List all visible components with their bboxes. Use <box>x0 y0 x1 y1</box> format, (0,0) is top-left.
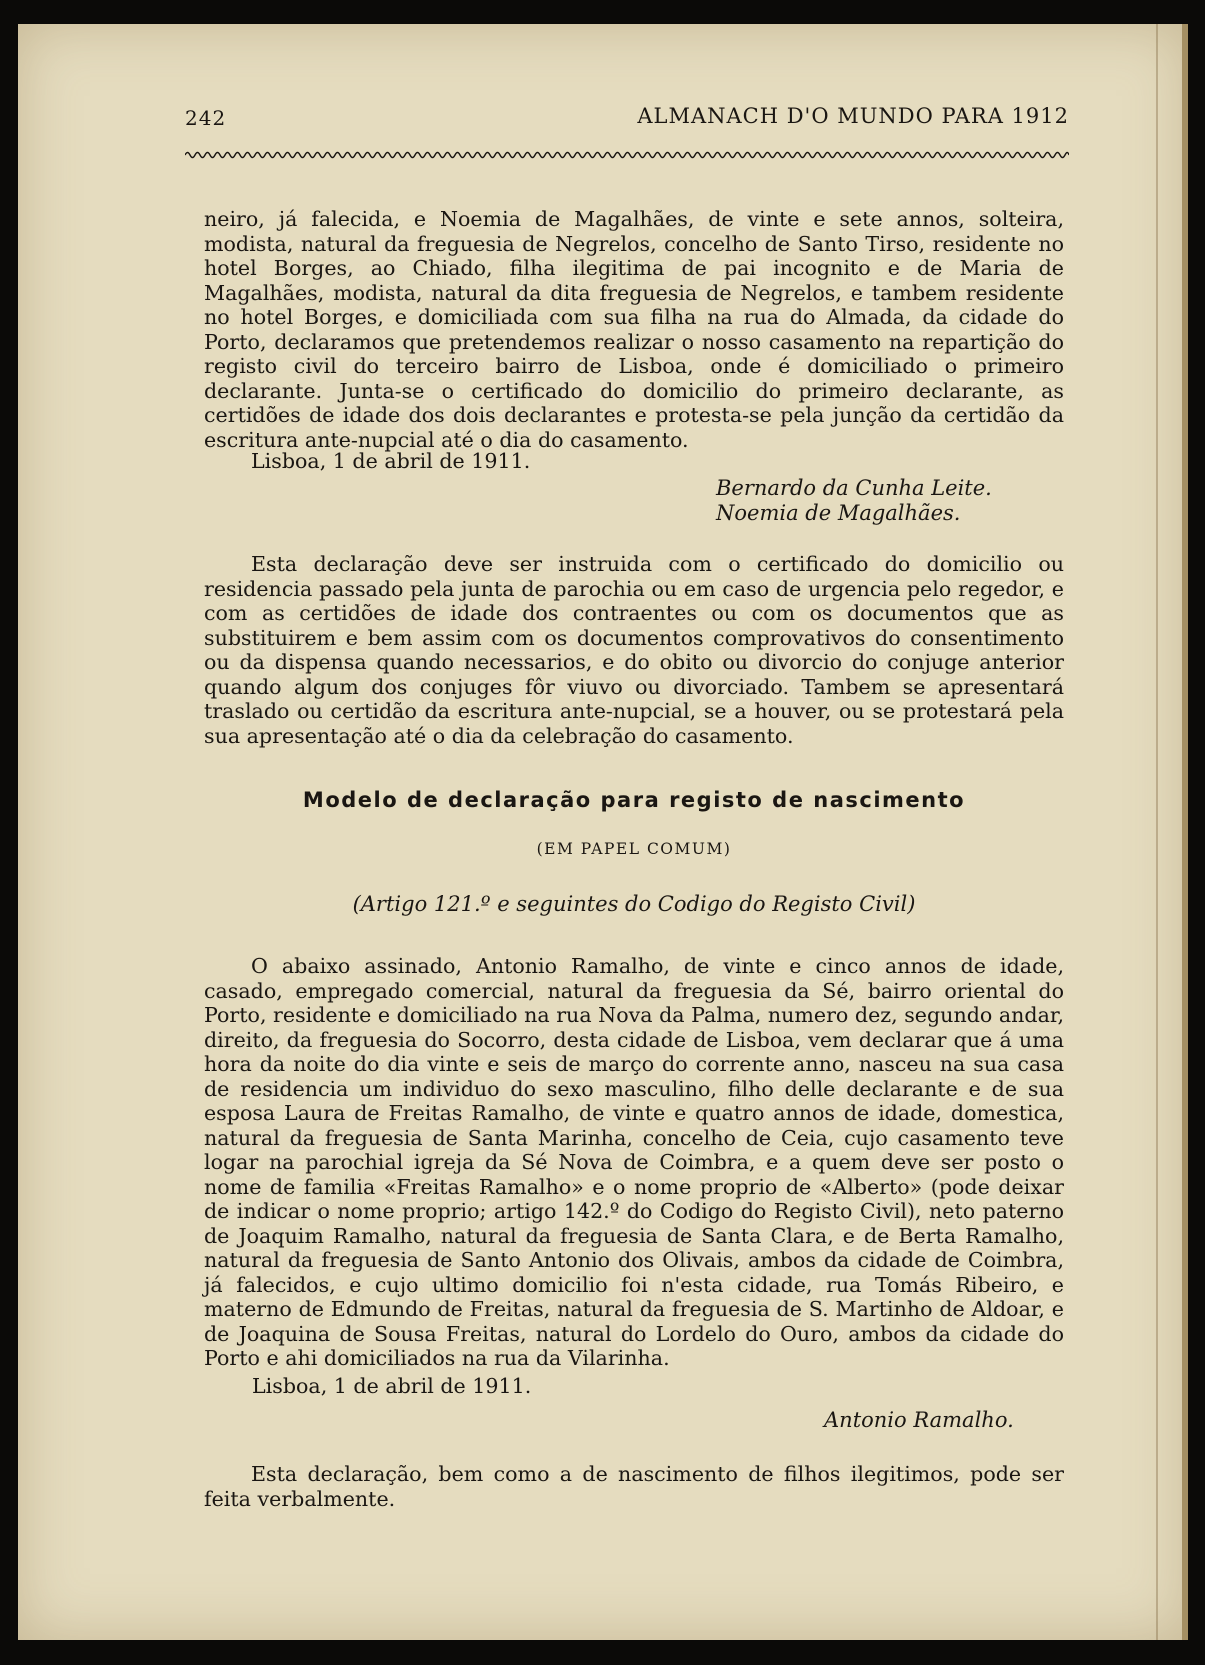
legal-citation: (Artigo 121.º e seguintes do Codigo do Registo Civil) <box>352 892 916 916</box>
decorative-wavy-rule <box>185 150 1069 160</box>
section-heading: Modelo de declaração para registo de nascimento <box>302 788 966 812</box>
paragraph-text: Esta declaração deve ser instruida com o certificado do domicilio ou residencia passado pela junta de parochia ou em caso de urgencia pelo regedor, e com as certidões de idade dos contraentes ou com os documentos que as substituirem e bem assim com os documentos comprovativos do consentimento ou da dispensa quando necessarios, e do obito ou divorcio do conjuge anterior quando algum dos conjuges fôr viuvo ou divorciado. Tambem se apresentará traslado ou certidão da escritura ante-nupcial, se a houver, ou se protestará pela sua apresentação até o dia da celebração do casamento. <box>204 552 1064 748</box>
paragraph-text: Esta declaração, bem como a de nascimento de filhos ilegitimos, pode ser feita verbalmente. <box>204 1462 1064 1511</box>
page-edge <box>1182 24 1188 1640</box>
paragraph-instructions <box>204 552 1064 748</box>
running-title: ALMANACH D'O MUNDO PARA 1912 <box>637 104 1069 128</box>
paragraph-closing-note <box>204 1462 1064 1511</box>
paragraph-text: neiro, já falecida, e Noemia de Magalhães, de vinte e sete annos, solteira, modista, natural da freguesia de Negrelos, concelho de Santo Tirso, residente no hotel Borges, ao Chiado, filha ilegitima de pai incognito e de Maria de Magalhães, modista, natural da dita freguesia de Negrelos, e tambem residente no hotel Borges, e domiciliada com sua filha na rua do Almada, da cidade do Porto, declaramos que pretendemos realizar o nosso casamento na repartição do registo civil do terceiro bairro de Lisboa, onde é domiciliado o primeiro declarante. Junta-se o certificado do domicilio do primeiro declarante, as certidões de idade dos dois declarantes e protesta-se pela junção da certidão da escritura ante-nupcial até o dia do casamento. <box>204 207 1064 452</box>
signature-block <box>716 476 992 526</box>
paragraph-text: O abaixo assinado, Antonio Ramalho, de vinte e cinco annos de idade, casado, empregado comercial, natural da freguesia da Sé, bairro oriental do Porto, residente e domiciliado na rua Nova da Palma, numero dez, segundo andar, direito, da freguesia do Socorro, desta cidade de Lisboa, vem declarar que á uma hora da noite do dia vinte e seis de março do corrente anno, nasceu na sua casa de residencia um individuo do sexo masculino, filho delle declarante e de sua esposa Laura de Freitas Ramalho, de vinte e quatro annos de idade, domestica, natural da freguesia de Santa Marinha, concelho de Ceia, cujo casamento teve logar na parochial igreja da Sé Nova de Coimbra, e a quem deve ser posto o nome de familia «Freitas Ramalho» e o nome proprio de «Alberto» (pode deixar de indicar o nome proprio; artigo 142.º do Codigo do Registo Civil), neto paterno de Joaquim Ramalho, natural da freguesia de Santa Clara, e de Berta Ramalho, natural da freguesia de Santo Antonio dos Olivais, ambos da cidade de Coimbra, já falecidos, e cujo ultimo domicilio foi n'esta cidade, rua Tomás Ribeiro, e materno de Edmundo de Freitas, natural da freguesia de S. Martinho de Aldoar, e de Joaquina de Sousa Freitas, natural do Lordelo do Ouro, ambos da cidade do Porto e ahi domiciliados na rua da Vilarinha. <box>204 954 1064 1370</box>
page-fold-line <box>1156 24 1158 1640</box>
date-line: Lisboa, 1 de abril de 1911. <box>251 449 531 473</box>
paragraph-birth-declaration <box>204 954 1064 1371</box>
signature-bernardo: Bernardo da Cunha Leite. <box>716 476 992 500</box>
signature-antonio: Antonio Ramalho. <box>824 1408 1014 1432</box>
paragraph-marriage-declaration <box>204 207 1064 452</box>
page-number: 242 <box>185 106 227 130</box>
document-page <box>18 24 1188 1640</box>
date-line: Lisboa, 1 de abril de 1911. <box>252 1374 532 1398</box>
signature-noemia: Noemia de Magalhães. <box>716 501 961 525</box>
section-subheading: (EM PAPEL COMUM) <box>536 840 732 858</box>
running-header <box>185 102 1069 136</box>
